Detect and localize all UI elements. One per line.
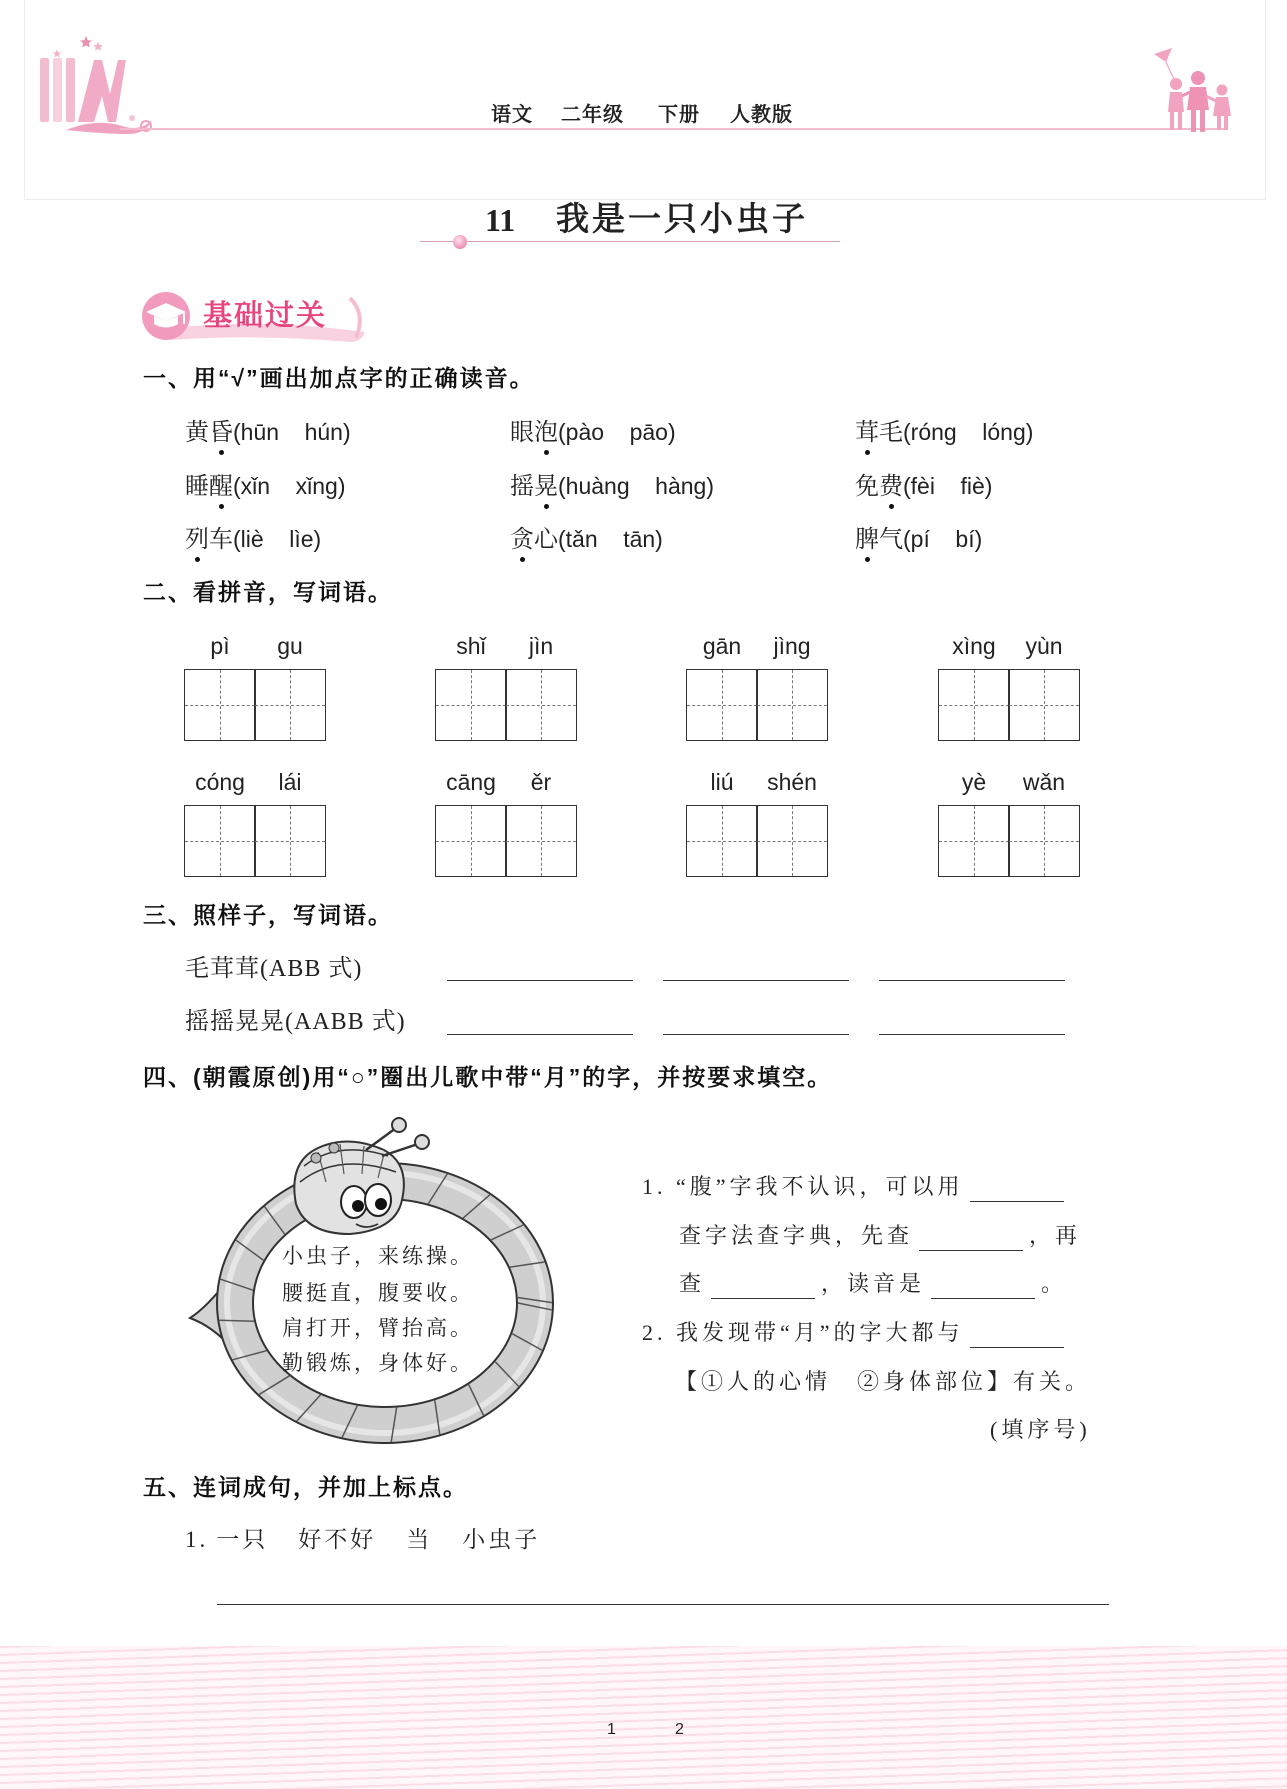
header-frame xyxy=(24,0,1266,200)
dotted-character: 脾 xyxy=(855,527,879,553)
lesson-title: 我是一只小虫子 xyxy=(556,202,808,238)
footer-band xyxy=(0,1646,1287,1789)
question-5-title: 五、连词成句，并加上标点。 xyxy=(143,1474,468,1500)
dotted-character: 泡 xyxy=(534,420,558,446)
dotted-character: 昏 xyxy=(209,420,233,446)
title-dot-icon xyxy=(453,235,467,249)
pinyin-cell xyxy=(938,767,1010,879)
fill-line xyxy=(642,1318,1070,1348)
answer-blank xyxy=(931,1275,1035,1299)
pinyin-syllable: jìn xyxy=(528,633,554,659)
item-number: 1. xyxy=(185,1527,209,1552)
pinyin-syllable: pì xyxy=(210,633,230,659)
writing-box xyxy=(938,669,1010,741)
word-part: 摇 xyxy=(510,474,534,500)
fill-text: 。 xyxy=(1041,1271,1068,1296)
dotted-character: 醒 xyxy=(209,474,233,500)
pinyin-cell xyxy=(505,631,577,743)
word-chip: 当 xyxy=(406,1527,433,1552)
question-1-title: 一、用“√”画出加点字的正确读音。 xyxy=(143,365,535,391)
pinyin-word-group xyxy=(686,631,828,743)
pinyin-syllable: jìng xyxy=(773,633,811,659)
pinyin-word-group xyxy=(938,631,1080,743)
worm-segment-line xyxy=(219,1320,254,1321)
fill-line xyxy=(675,1367,1091,1397)
pinyin-cell xyxy=(505,767,577,879)
answer-line xyxy=(879,980,1065,981)
question-2-title: 二、看拼音，写词语。 xyxy=(143,579,393,605)
writing-box xyxy=(505,805,577,877)
pinyin-syllable: yùn xyxy=(1025,633,1063,659)
lesson-number: 11 xyxy=(485,202,516,238)
answer-line xyxy=(663,980,849,981)
pinyin-options: (huàng hàng) xyxy=(558,473,715,499)
pinyin-syllable: liú xyxy=(710,769,734,795)
pinyin-word-group xyxy=(435,631,577,743)
word-chip: 一只 xyxy=(216,1527,269,1552)
writing-box xyxy=(184,805,256,877)
pinyin-syllable: yè xyxy=(961,769,987,795)
word-chip: 好不好 xyxy=(298,1527,377,1552)
word-part: 黄 xyxy=(185,420,209,446)
word-order-item xyxy=(185,1525,540,1555)
fill-text: 查字法查字典，先查 xyxy=(679,1223,914,1248)
writing-box xyxy=(1008,669,1080,741)
pinyin-syllable: gu xyxy=(277,633,303,659)
pinyin-cell xyxy=(686,767,758,879)
reading-item xyxy=(510,471,714,502)
dotted-character: 列 xyxy=(185,527,209,553)
word-part: 睡 xyxy=(185,474,209,500)
pinyin-cell xyxy=(756,631,828,743)
reading-item xyxy=(510,417,676,448)
pinyin-options: (xǐn xǐng) xyxy=(233,473,346,499)
page-number-left: 1 xyxy=(607,1721,616,1738)
answer-blank xyxy=(711,1275,815,1299)
fill-text: 查 xyxy=(679,1271,706,1296)
pinyin-cell xyxy=(1008,631,1080,743)
pinyin-word-group xyxy=(184,767,326,879)
title-underline xyxy=(420,241,840,242)
pinyin-syllable: xìng xyxy=(952,633,996,659)
answer-line xyxy=(879,1034,1065,1035)
pinyin-options: (tǎn tān) xyxy=(558,526,663,552)
fill-text: 【①人的心情 ②身体部位】有关。 xyxy=(675,1369,1092,1394)
pattern-label-abb: 毛茸茸(ABB 式) xyxy=(185,956,363,982)
pinyin-cell xyxy=(938,631,1010,743)
header-divider xyxy=(120,128,1228,130)
answer-line xyxy=(217,1604,1109,1605)
poem-line: 腰挺直，腹要收。 xyxy=(282,1281,474,1305)
antenna xyxy=(366,1128,396,1150)
fill-text: 2. 我发现带“月”的字大都与 xyxy=(642,1320,964,1345)
header-subject: 语文 xyxy=(491,104,533,126)
pinyin-syllable: lái xyxy=(278,769,302,795)
writing-box xyxy=(505,669,577,741)
fill-line xyxy=(990,1415,1091,1445)
reading-item xyxy=(185,524,321,555)
dotted-character: 贪 xyxy=(510,527,534,553)
fill-hint: (填序号) xyxy=(990,1417,1091,1442)
section-badge-label: 基础过关 xyxy=(203,300,328,332)
word-part: 免 xyxy=(855,474,879,500)
word-part: 气 xyxy=(879,527,903,553)
word-part: 心 xyxy=(534,527,558,553)
answer-line xyxy=(447,980,633,981)
reading-item xyxy=(855,417,1033,448)
poem-line: 小虫子，来练操。 xyxy=(282,1244,474,1268)
reading-item xyxy=(185,417,351,448)
writing-box xyxy=(184,669,256,741)
pinyin-options: (róng lóng) xyxy=(903,419,1034,445)
word-part: 眼 xyxy=(510,420,534,446)
writing-box xyxy=(435,805,507,877)
writing-box xyxy=(686,805,758,877)
reading-item xyxy=(855,524,982,555)
fill-text: ，再 xyxy=(1029,1223,1082,1248)
dotted-character: 茸 xyxy=(855,420,879,446)
page-number-right: 2 xyxy=(675,1721,684,1738)
answer-blank xyxy=(919,1227,1023,1251)
pinyin-syllable: shén xyxy=(767,769,817,795)
pinyin-word-group xyxy=(938,767,1080,879)
pinyin-cell xyxy=(686,631,758,743)
pinyin-syllable: ěr xyxy=(530,769,552,795)
children-kite-icon xyxy=(1148,46,1238,134)
writing-box xyxy=(756,669,828,741)
header-edition: 人教版 xyxy=(730,104,793,126)
pinyin-cell xyxy=(435,631,507,743)
pinyin-cell xyxy=(184,631,256,743)
pinyin-word-group xyxy=(686,767,828,879)
question-4-title: 四、(朝霞原创)用“○”圈出儿歌中带“月”的字，并按要求填空。 xyxy=(143,1064,833,1090)
writing-box xyxy=(254,669,326,741)
reading-item xyxy=(510,524,663,555)
writing-box xyxy=(938,805,1010,877)
header-grade: 二年级 xyxy=(561,104,624,126)
fill-line xyxy=(679,1221,1081,1251)
antenna xyxy=(382,1144,418,1156)
pattern-label-aabb: 摇摇晃晃(AABB 式) xyxy=(185,1009,406,1035)
writing-box xyxy=(756,805,828,877)
pinyin-syllable: cāng xyxy=(446,769,496,795)
writing-box xyxy=(435,669,507,741)
word-part: 毛 xyxy=(879,420,903,446)
pinyin-options: (pào pāo) xyxy=(558,419,676,445)
pinyin-options: (pí bí) xyxy=(903,526,983,552)
pinyin-cell xyxy=(1008,767,1080,879)
pinyin-cell xyxy=(435,767,507,879)
poem-line: 肩打开，臂抬高。 xyxy=(282,1316,474,1340)
header-volume: 下册 xyxy=(658,104,700,126)
dotted-character: 晃 xyxy=(534,474,558,500)
fill-line xyxy=(679,1269,1067,1299)
pinyin-cell xyxy=(184,767,256,879)
fill-text: ，读音是 xyxy=(821,1271,926,1296)
pinyin-syllable: gān xyxy=(702,633,742,659)
pinyin-options: (hūn hún) xyxy=(233,419,351,445)
pinyin-options: (liè lìe) xyxy=(233,526,322,552)
pinyin-word-group xyxy=(435,767,577,879)
pinyin-syllable: shǐ xyxy=(456,633,486,659)
reading-item xyxy=(855,471,992,502)
pinyin-options: (fèi fiè) xyxy=(903,473,993,499)
answer-line xyxy=(447,1034,633,1035)
writing-box xyxy=(254,805,326,877)
fill-text: 1. “腹”字我不认识，可以用 xyxy=(642,1174,964,1199)
pinyin-word-group xyxy=(184,631,326,743)
answer-blank xyxy=(970,1324,1064,1348)
pinyin-syllable: wǎn xyxy=(1022,769,1066,795)
pinyin-syllable: cóng xyxy=(195,769,245,795)
writing-box xyxy=(1008,805,1080,877)
answer-blank xyxy=(970,1178,1064,1202)
fill-line xyxy=(642,1172,1070,1202)
reading-item xyxy=(185,471,345,502)
question-3-title: 三、照样子，写词语。 xyxy=(143,902,393,928)
poem-line: 勤锻炼，身体好。 xyxy=(282,1351,474,1375)
writing-box xyxy=(686,669,758,741)
answer-line xyxy=(663,1034,849,1035)
word-part: 车 xyxy=(209,527,233,553)
pinyin-cell xyxy=(756,767,828,879)
pinyin-cell xyxy=(254,767,326,879)
pinyin-cell xyxy=(254,631,326,743)
dotted-character: 费 xyxy=(879,474,903,500)
word-chip: 小虫子 xyxy=(462,1527,541,1552)
